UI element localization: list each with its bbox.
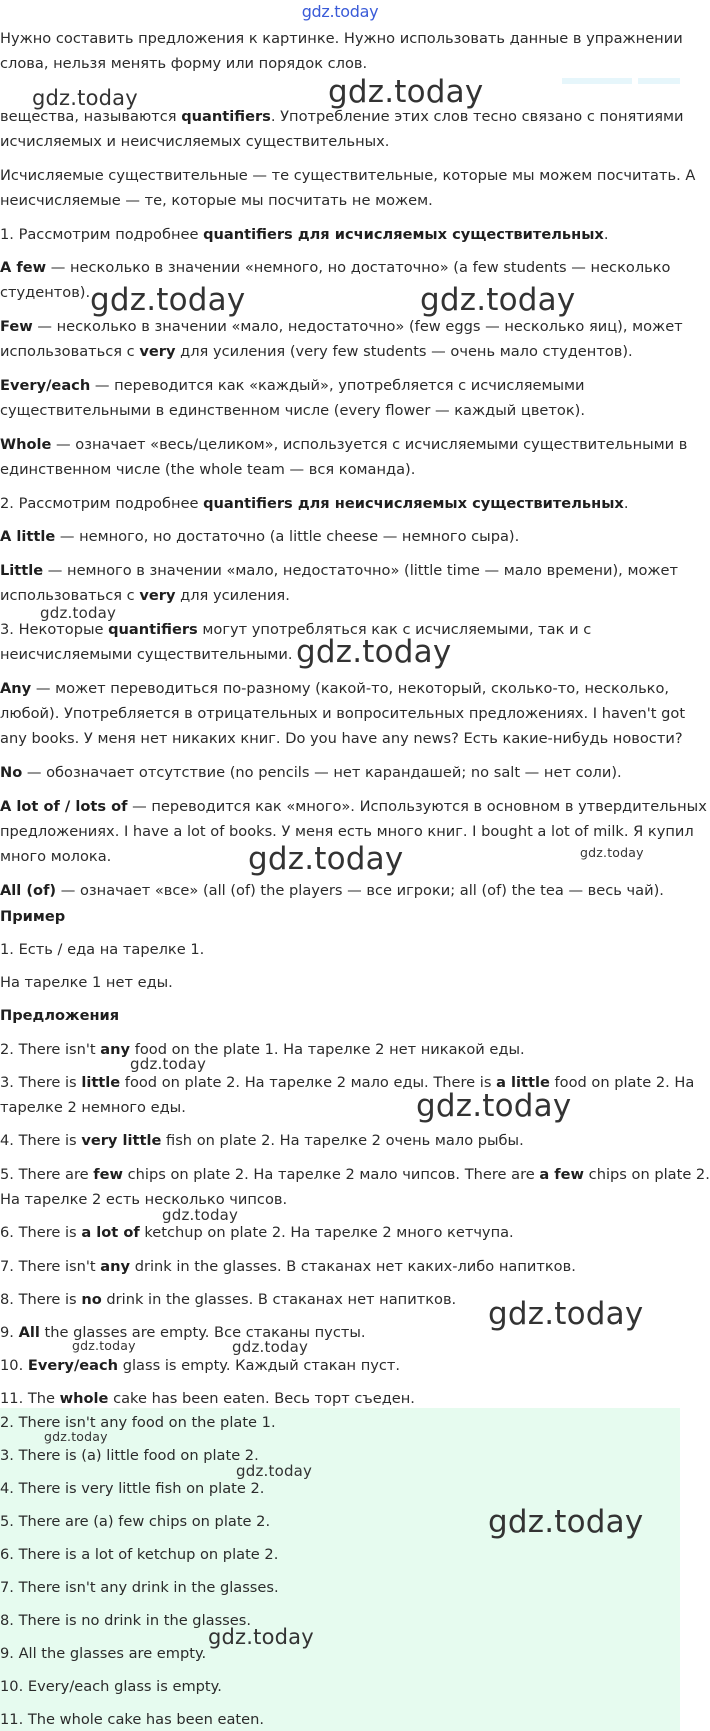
theory-p10-l2: использоваться с very для усиления. (0, 587, 290, 604)
example-line-2: На тарелке 1 нет еды. (0, 974, 173, 991)
watermark: gdz.today (232, 1338, 309, 1356)
answer-line: 8. There is no drink in the glasses. (0, 1612, 251, 1629)
answer-line: 5. There are (a) few chips on plate 2. (0, 1513, 271, 1530)
theory-p12: Any — может переводиться по-разному (какой-то, некоторый, сколько-то, несколько, (0, 680, 670, 697)
theory-p4-l2: студентов). (0, 284, 91, 301)
theory-p7-l2: единственном числе (the whole team — вся команда). (0, 461, 416, 478)
answer-line: 7. There isn't any drink in the glasses. (0, 1579, 279, 1596)
theory-p6: Every/each — переводится как «каждый», употребляется с исчисляемыми (0, 377, 585, 394)
theory-p13: No — обозначает отсутствие (no pencils — нет карандашей; no salt — нет соли). (0, 764, 622, 781)
theory-p1: вещества, называются quantifiers. Употребление этих слов тесно связано с понятиями (0, 108, 684, 125)
answer-line: 9. All the glasses are empty. (0, 1645, 207, 1662)
answer-line: 10. Every/each glass is empty. (0, 1678, 222, 1695)
answer-line: 11. The whole cake has been eaten. (0, 1711, 264, 1728)
tab-strip (638, 78, 680, 84)
theory-p2: Исчисляемые существительные — те существительные, которые мы можем посчитать. А (0, 167, 696, 184)
task-line-2: слова, нельзя менять форму или порядок слов. (0, 55, 368, 72)
sentence-10: 10. Every/each glass is empty. Каждый стакан пуст. (0, 1357, 401, 1374)
theory-p5-l2: использоваться с very для усиления (very few students — очень мало студентов). (0, 343, 633, 360)
sentence-9: 9. All the glasses are empty. Все стаканы пусты. (0, 1324, 366, 1341)
watermark: gdz.today (44, 1429, 108, 1444)
theory-p15: All (of) — означает «все» (all (of) the players — все игроки; all (of) the tea — весь чай). (0, 882, 664, 899)
answer-line: 4. There is very little fish on plate 2. (0, 1480, 265, 1497)
example-heading: Пример (0, 908, 66, 925)
theory-p10: Little — немного в значении «мало, недостаточно» (little time — мало времени), может (0, 562, 679, 579)
sentence-7: 7. There isn't any drink in the glasses. В стаканах нет каких-либо напитков. (0, 1258, 576, 1275)
watermark: gdz.today (248, 841, 404, 877)
tab-strip (562, 78, 632, 84)
watermark: gdz.today (90, 282, 246, 318)
watermark: gdz.today (32, 86, 138, 110)
watermark: gdz.today (162, 1206, 239, 1224)
watermark: gdz.today (420, 282, 576, 318)
watermark: gdz.today (580, 845, 644, 860)
watermark: gdz.today (130, 1055, 207, 1073)
answer-line: 3. There is (a) little food on plate 2. (0, 1447, 259, 1464)
sentences-heading: Предложения (0, 1007, 120, 1024)
sentence-4: 4. There is very little fish on plate 2. На тарелке 2 очень мало рыбы. (0, 1132, 524, 1149)
example-line-1: 1. Есть / еда на тарелке 1. (0, 941, 205, 958)
theory-p5: Few — несколько в значении «мало, недостаточно» (few eggs — несколько яиц), может (0, 318, 683, 335)
top-watermark: gdz.today (301, 2, 379, 21)
theory-p12-l3: any books. У меня нет никаких книг. Do you have any news? Есть какие-нибудь новости? (0, 730, 683, 747)
theory-p14-l3: много молока. (0, 848, 112, 865)
watermark: gdz.today (296, 634, 452, 670)
theory-p6-l2: существительными в единственном числе (every flower — каждый цветок). (0, 402, 585, 419)
theory-p8: 2. Рассмотрим подробнее quantifiers для неисчисляемых существительных. (0, 495, 629, 512)
sentence-2: 2. There isn't any food on the plate 1. На тарелке 2 нет никакой еды. (0, 1041, 525, 1058)
watermark: gdz.today (488, 1504, 644, 1540)
theory-p14-l2: предложениях. I have a lot of books. У меня есть много книг. I bought a lot of milk. Я купил (0, 823, 694, 840)
theory-p7: Whole — означает «весь/целиком», используется с исчисляемыми существительными в (0, 436, 688, 453)
theory-p3: 1. Рассмотрим подробнее quantifiers для исчисляемых существительных. (0, 226, 609, 243)
watermark: gdz.today (236, 1462, 313, 1480)
sentence-5-l2: На тарелке 2 есть несколько чипсов. (0, 1191, 288, 1208)
sentence-3-l2: тарелке 2 немного еды. (0, 1099, 186, 1116)
answer-line: 6. There is a lot of ketchup on plate 2. (0, 1546, 279, 1563)
sentence-3: 3. There is little food on plate 2. На тарелке 2 мало еды. There is a little food on plate 2. На (0, 1074, 695, 1091)
task-line-1: Нужно составить предложения к картинке. Нужно использовать данные в упражнении (0, 30, 683, 47)
watermark: gdz.today (72, 1338, 136, 1353)
sentence-5: 5. There are few chips on plate 2. На тарелке 2 мало чипсов. There are a few chips on plate 2. (0, 1166, 710, 1183)
watermark: gdz.today (40, 604, 117, 622)
theory-p14: A lot of / lots of — переводится как «много». Используются в основном в утвердительных (0, 798, 707, 815)
answer-line: 2. There isn't any food on the plate 1. (0, 1414, 276, 1431)
theory-p1-l2: исчисляемых и неисчисляемых существительных. (0, 133, 390, 150)
theory-p9: A little — немного, но достаточно (a little cheese — немного сыра). (0, 528, 520, 545)
watermark: gdz.today (488, 1296, 644, 1332)
watermark: gdz.today (328, 74, 484, 110)
sentence-6: 6. There is a lot of ketchup on plate 2. На тарелке 2 много кетчупа. (0, 1224, 514, 1241)
theory-p12-l2: любой). Употребляется в отрицательных и вопросительных предложениях. I haven't got (0, 705, 686, 722)
sentence-11: 11. The whole cake has been eaten. Весь торт съеден. (0, 1390, 415, 1407)
theory-p4: A few — несколько в значении «немного, но достаточно» (a few students — несколько (0, 259, 671, 276)
theory-p11-l2: неисчисляемыми существительными. (0, 646, 293, 663)
theory-p2-l2: неисчисляемые — те, которые мы посчитать не можем. (0, 192, 433, 209)
theory-p11: 3. Некоторые quantifiers могут употребляться как с исчисляемыми, так и с (0, 621, 592, 638)
watermark: gdz.today (208, 1625, 314, 1649)
sentence-8: 8. There is no drink in the glasses. В стаканах нет напитков. (0, 1291, 457, 1308)
watermark: gdz.today (416, 1088, 572, 1124)
